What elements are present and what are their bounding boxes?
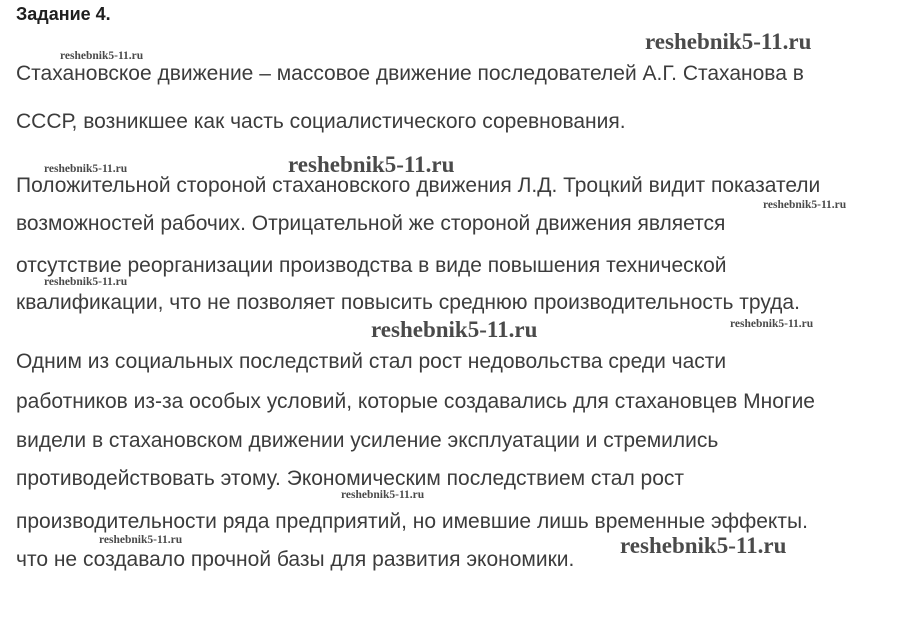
text-line: работников из-за особых условий, которые создавались для стахановцев Многие	[16, 390, 815, 413]
watermark: reshebnik5-11.ru	[341, 489, 425, 501]
watermark: reshebnik5-11.ru	[288, 152, 455, 177]
text-line: квалификации, что не позволяет повысить среднюю производительность труда.	[16, 291, 800, 314]
watermark: reshebnik5-11.ru	[44, 163, 128, 175]
watermark: reshebnik5-11.ru	[620, 533, 787, 558]
watermark: reshebnik5-11.ru	[60, 50, 144, 62]
text-line: производительности ряда предприятий, но имевшие лишь временные эффекты.	[16, 510, 808, 533]
text-line: отсутствие реорганизации производства в виде повышения технической	[16, 254, 727, 277]
watermark: reshebnik5-11.ru	[44, 276, 128, 288]
watermark: reshebnik5-11.ru	[763, 199, 847, 211]
text-line: видели в стахановском движении усиление эксплуатации и стремились	[16, 429, 719, 452]
watermark: reshebnik5-11.ru	[645, 29, 812, 54]
text-line: СССР, возникшее как часть социалистического соревнования.	[16, 110, 626, 133]
text-line: Одним из социальных последствий стал рост недовольства среди части	[16, 350, 727, 373]
text-line: Положительной стороной стахановского движения Л.Д. Троцкий видит показатели	[16, 174, 821, 197]
text-line: возможностей рабочих. Отрицательной же стороной движения является	[16, 212, 726, 235]
watermark: reshebnik5-11.ru	[99, 534, 183, 546]
text-line: противодействовать этому. Экономическим последствием стал рост	[16, 467, 685, 490]
task-title: Задание 4.	[16, 4, 111, 24]
watermark: reshebnik5-11.ru	[371, 317, 538, 342]
text-line: что не создавало прочной базы для развития экономики.	[16, 548, 575, 571]
watermark: reshebnik5-11.ru	[730, 318, 814, 330]
text-line: Стахановское движение – массовое движение последователей А.Г. Стаханова в	[16, 62, 804, 85]
